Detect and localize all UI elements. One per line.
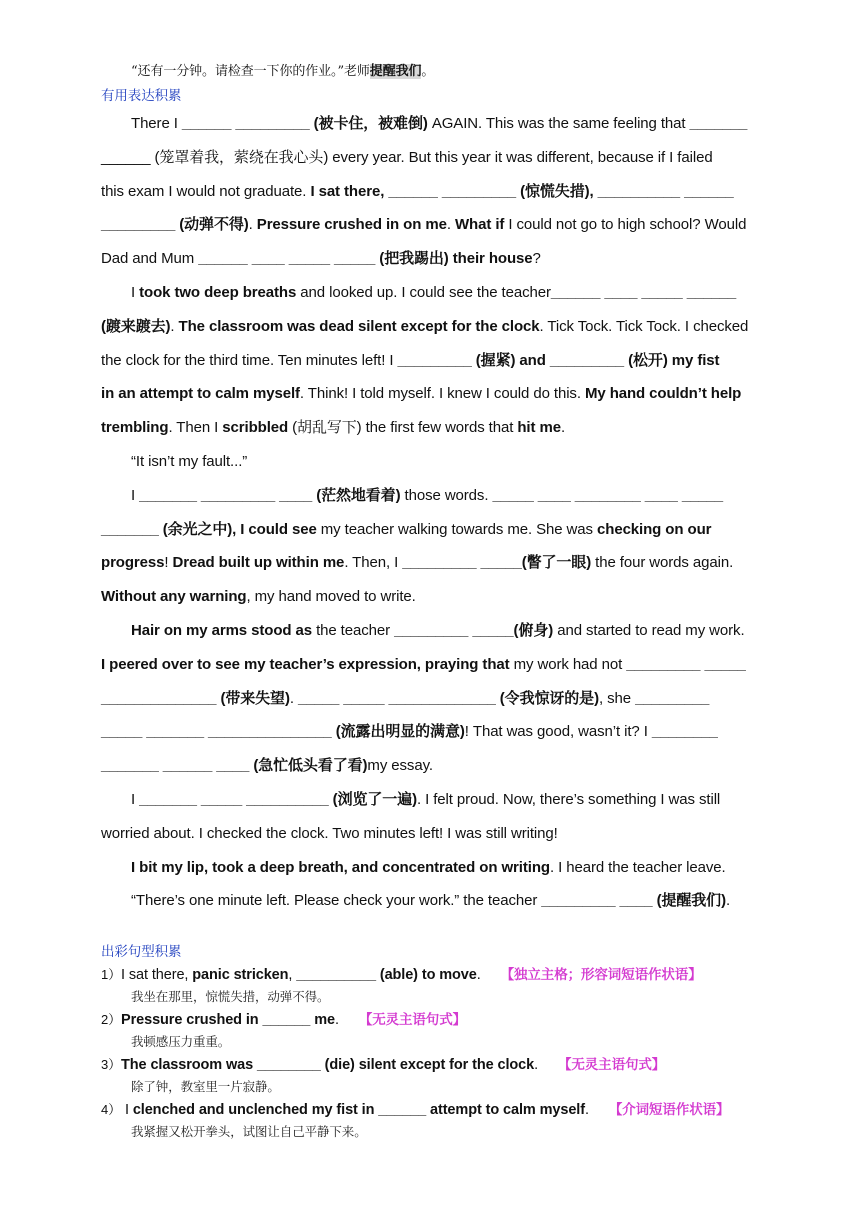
bold-phrase: progress — [101, 554, 165, 572]
bold-phrase: trembling — [101, 419, 169, 437]
text-run: , my hand moved to write. — [246, 588, 416, 606]
sentence-item — [101, 965, 702, 985]
text-run: my essay. — [367, 757, 433, 775]
text-run: . Tick Tock. Tick Tock. I checked — [539, 317, 749, 335]
essay-line — [101, 418, 565, 438]
text-run: ? — [532, 250, 541, 268]
bold-phrase: ______________ (带来失望) — [101, 689, 290, 707]
sentence-number: 4） — [101, 1102, 122, 1117]
essay-line — [101, 824, 558, 844]
text-run: . I heard the teacher leave. — [549, 858, 726, 876]
text-run: I could not go to high school? Would — [508, 216, 747, 234]
essay-line — [131, 486, 723, 506]
text-run: There I — [131, 115, 182, 132]
text-run: ! — [164, 554, 173, 572]
bold-phrase: _________ — [635, 689, 710, 707]
text-run: my work had not — [509, 655, 627, 673]
text-run: , — [288, 967, 297, 983]
essay-line — [131, 858, 726, 878]
bold-phrase: Pressure crushed in on me — [252, 216, 447, 234]
bold-phrase: __________ (able) to move — [296, 967, 477, 983]
essay-line — [101, 689, 709, 709]
bold-phrase: _____ _______ _______________ (流露出明显的满意) — [101, 723, 465, 741]
bold-phrase: _________ (动弹不得) — [101, 216, 249, 234]
bold-phrase: I bit my lip, took a deep breath, and concentrated on writing — [131, 858, 550, 876]
text-run: ! That was good, wasn’t it? I — [464, 723, 652, 741]
text-run: my teacher walking towards me. She was — [316, 520, 598, 538]
text-run: those words. — [400, 486, 493, 504]
bold-phrase: _______ (余光之中), I could see — [101, 520, 317, 538]
top-quote-text: “还有一分钟。请检查一下你的作业。”老师 — [131, 64, 370, 79]
text-run: and started to read my work. — [553, 622, 745, 639]
grammar-tag: 【介词短语作状语】 — [608, 1102, 730, 1117]
text-run: I — [121, 1102, 133, 1118]
bold-phrase: What if — [455, 216, 509, 234]
bold-phrase: _______ ______ ____ (急忙低头看了看) — [101, 757, 368, 775]
text-run: I sat there, — [121, 967, 193, 983]
bold-phrase: _________ _____ — [626, 655, 746, 673]
essay-line — [101, 215, 746, 235]
essay-line — [101, 148, 713, 168]
sentence-item — [101, 1055, 665, 1075]
bold-phrase: I sat there, ______ _________ (惊慌失措), __________ ______ — [310, 182, 734, 200]
essay-line — [131, 283, 736, 303]
bold-phrase: _______ — [689, 115, 748, 132]
bold-phrase: Hair on my arms stood as — [131, 622, 312, 639]
bold-phrase: clenched and unclenched my fist in ______ attempt to calm myself — [132, 1102, 585, 1118]
bold-phrase: ________ — [651, 723, 718, 741]
text-run: and looked up. I could see the teacher — [296, 284, 551, 301]
text-run: I — [131, 791, 140, 808]
text-run: . I felt proud. Now, there’s something I was still — [416, 791, 721, 808]
text-run: , she — [598, 689, 636, 707]
text-run: . Then, I — [344, 554, 403, 572]
bold-phrase: _________ _____(瞥了一眼) — [402, 554, 592, 572]
essay-line — [131, 114, 747, 134]
text-run: Dad and Mum — [101, 250, 199, 268]
bold-phrase: ______ ____ _____ _____ (把我踢出) their house — [198, 250, 533, 268]
essay-line — [101, 520, 711, 540]
grammar-tag: 【无灵主语句式】 — [557, 1057, 666, 1072]
essay-line — [131, 621, 745, 641]
sentence-number: 2） — [101, 1012, 122, 1027]
text-run: . — [584, 1102, 593, 1118]
text-run: . — [560, 419, 566, 437]
text-run: . Then I — [168, 419, 223, 437]
top-quote-highlight: 提醒我们 — [369, 64, 422, 79]
text-run: “It isn’t my fault...” — [131, 453, 248, 470]
useful-expressions-heading: 有用表达积累 — [101, 88, 182, 103]
text-run: (胡乱写下) the first few words that — [288, 419, 518, 437]
bold-phrase: My hand couldn’t help — [584, 385, 742, 403]
sentence-translation: 我顿感压力重重。 — [131, 1034, 231, 1049]
essay-line — [131, 790, 720, 810]
essay-line — [101, 249, 541, 269]
top-quote-line — [131, 62, 434, 82]
bold-phrase: took two deep breaths — [139, 284, 297, 301]
bold-phrase: ______ _________ (被卡住，被难倒) — [181, 115, 432, 132]
bold-phrase: checking on our — [597, 520, 712, 538]
sentence-item — [101, 1010, 466, 1030]
text-run: . — [289, 689, 298, 707]
text-run: AGAIN. This was the same feeling that — [431, 115, 690, 132]
text-run: I — [131, 284, 140, 301]
sentence-item — [101, 1100, 729, 1120]
bold-phrase: Pressure crushed in ______ me — [121, 1012, 335, 1028]
sentence-translation: 除了钟，教室里一片寂静。 — [131, 1079, 280, 1094]
text-run: the teacher — [312, 622, 395, 639]
text-run: . — [170, 317, 179, 335]
essay-line — [101, 384, 741, 404]
text-run: “There’s one minute left. Please check your work.” the teacher — [131, 892, 542, 910]
essay-line — [101, 317, 748, 337]
essay-line — [101, 182, 734, 202]
bold-phrase: hit me — [517, 419, 561, 437]
text-run: . — [476, 967, 485, 983]
grammar-tag: 【无灵主语句式】 — [358, 1012, 467, 1027]
essay-line — [131, 452, 247, 472]
text-run: worried about. I checked the clock. Two minutes left! I was still writing! — [101, 824, 558, 842]
essay-line — [101, 756, 433, 776]
text-run: . Think! I told myself. I knew I could do this. — [299, 385, 585, 403]
bold-phrase: _________ _____(俯身) — [394, 622, 554, 639]
text-run: . — [248, 216, 253, 234]
text-run: . — [725, 892, 731, 910]
brilliant-sentences-heading: 出彩句型积累 — [101, 944, 182, 959]
essay-line — [101, 587, 416, 607]
bold-phrase: _____ ____ ________ ____ _____ — [492, 486, 724, 504]
text-run: the four words again. — [591, 554, 734, 572]
sentence-number: 3） — [101, 1057, 122, 1072]
essay-line — [131, 891, 730, 911]
bold-phrase: (踱来踱去) — [101, 317, 171, 335]
grammar-tag: 【独立主格；形容词短语作状语】 — [500, 967, 702, 982]
text-run: this exam I would not graduate. — [101, 182, 311, 200]
bold-phrase: scribbled — [222, 419, 289, 437]
bold-phrase: _______ _____ __________ (浏览了一遍) — [139, 791, 417, 808]
bold-phrase: ______ ____ _____ ______ — [550, 284, 737, 301]
bold-phrase: _________ ____ (提醒我们) — [541, 892, 726, 910]
bold-phrase: _______ _________ ____ (茫然地看着) — [139, 486, 401, 504]
bold-phrase: The classroom was dead silent except for the clock — [178, 317, 540, 335]
text-run: . — [446, 216, 455, 234]
text-run: . — [334, 1012, 343, 1028]
text-run: I — [131, 486, 140, 504]
top-quote-end: 。 — [421, 64, 435, 79]
sentence-translation: 我紧握又松开拳头，试图让自己平静下来。 — [131, 1124, 367, 1139]
text-run: the clock for the third time. Ten minutes left! I — [101, 351, 398, 369]
text-run: ______ (笼罩着我，萦绕在我心头) every year. But this year it was different, because if I failed — [101, 148, 713, 166]
bold-phrase: _____ _____ _____________ (令我惊讶的是) — [298, 689, 599, 707]
essay-line — [101, 722, 718, 742]
sentence-number: 1） — [101, 967, 122, 982]
bold-phrase: The classroom was ________ (die) silent except for the clock — [121, 1057, 535, 1073]
essay-line — [101, 553, 733, 573]
text-run: . — [534, 1057, 542, 1073]
bold-phrase: _________ (握紧) and _________ (松开) my fist — [397, 351, 720, 369]
bold-phrase: panic stricken — [192, 967, 289, 983]
essay-line — [101, 351, 719, 371]
bold-phrase: Dread built up within me — [172, 554, 345, 572]
essay-line — [101, 655, 746, 675]
bold-phrase: in an attempt to calm myself — [101, 385, 300, 403]
bold-phrase: I peered over to see my teacher’s expression, praying that — [101, 655, 510, 673]
sentence-translation: 我坐在那里，惊慌失措，动弹不得。 — [131, 989, 330, 1004]
bold-phrase: Without any warning — [101, 588, 247, 606]
